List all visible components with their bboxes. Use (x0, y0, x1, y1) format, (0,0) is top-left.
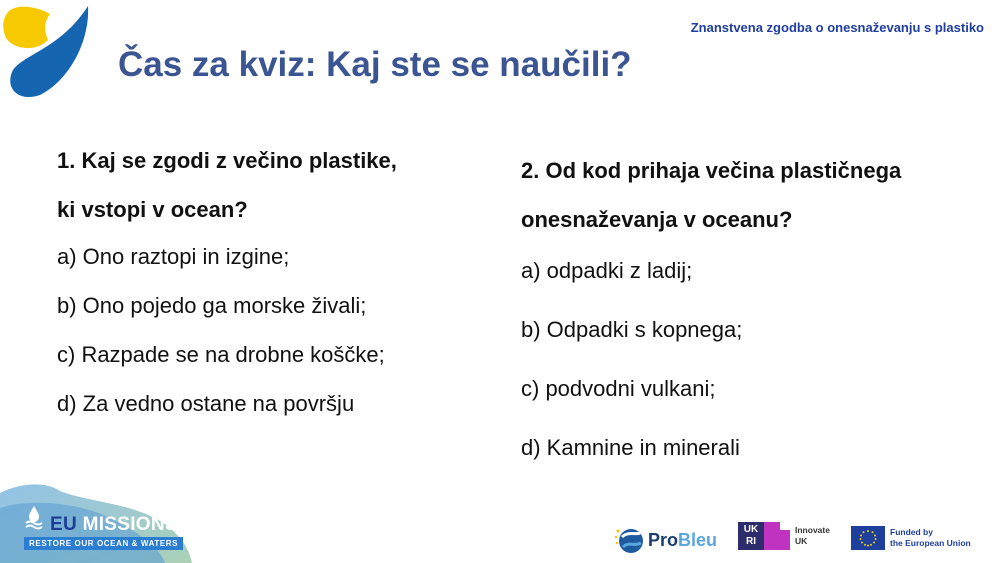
question-1-option-b: b) Ono pojedo ga morske živali; (57, 293, 367, 318)
ocean-drop-icon (25, 505, 43, 531)
eu-funding-logo (851, 526, 971, 550)
ukri-pink-block (764, 522, 790, 550)
page-title: Čas za kviz: Kaj ste se naučili? (118, 45, 632, 84)
eu-funding-line1: Funded by (890, 527, 933, 537)
eu-missions-missions: MISSIONS (77, 514, 178, 535)
question-2-option-a: a) odpadki z ladij; (521, 258, 693, 283)
innovate-uk-line2: UK (795, 536, 808, 546)
eu-missions-eu: EU (50, 514, 77, 535)
probleu-logo (614, 524, 717, 556)
eu-missions-logo (50, 514, 178, 536)
innovate-uk-line1: Innovate (795, 525, 830, 535)
question-2-option-d: d) Kamnine in minerali (521, 435, 740, 460)
question-2 (521, 146, 981, 460)
probleu-bleu: Bleu (678, 529, 718, 550)
question-1 (57, 136, 477, 416)
probleu-pro: Pro (648, 529, 679, 550)
question-2-text-line2: onesnaževanja v oceanu? (521, 207, 793, 232)
question-1-text-line1: 1. Kaj se zgodi z večino plastike, (57, 148, 397, 173)
question-2-text-line1: 2. Od kod prihaja večina plastičnega (521, 158, 902, 183)
question-2-option-b: b) Odpadki s kopnega; (521, 317, 743, 342)
question-1-option-c: c) Razpade se na drobne koščke; (57, 342, 385, 367)
innovate-uk-logo (738, 522, 830, 550)
question-2-option-c: c) podvodni vulkani; (521, 376, 716, 401)
eu-flag-icon (851, 526, 885, 550)
eu-funding-line2: the European Union (890, 538, 971, 548)
brand-logo-icon (0, 0, 100, 100)
question-1-option-a: a) Ono raztopi in izgine; (57, 244, 290, 269)
presentation-tagline: Znanstvena zgodba o onesnaževanju s plastiko (690, 20, 984, 35)
question-1-text-line2: ki vstopi v ocean? (57, 197, 248, 222)
question-1-option-d: d) Za vedno ostane na površju (57, 391, 355, 416)
probleu-globe-icon (614, 525, 644, 555)
ukri-mark: UK RI (738, 522, 764, 550)
eu-missions-subtitle: RESTORE OUR OCEAN & WATERS (24, 537, 183, 550)
